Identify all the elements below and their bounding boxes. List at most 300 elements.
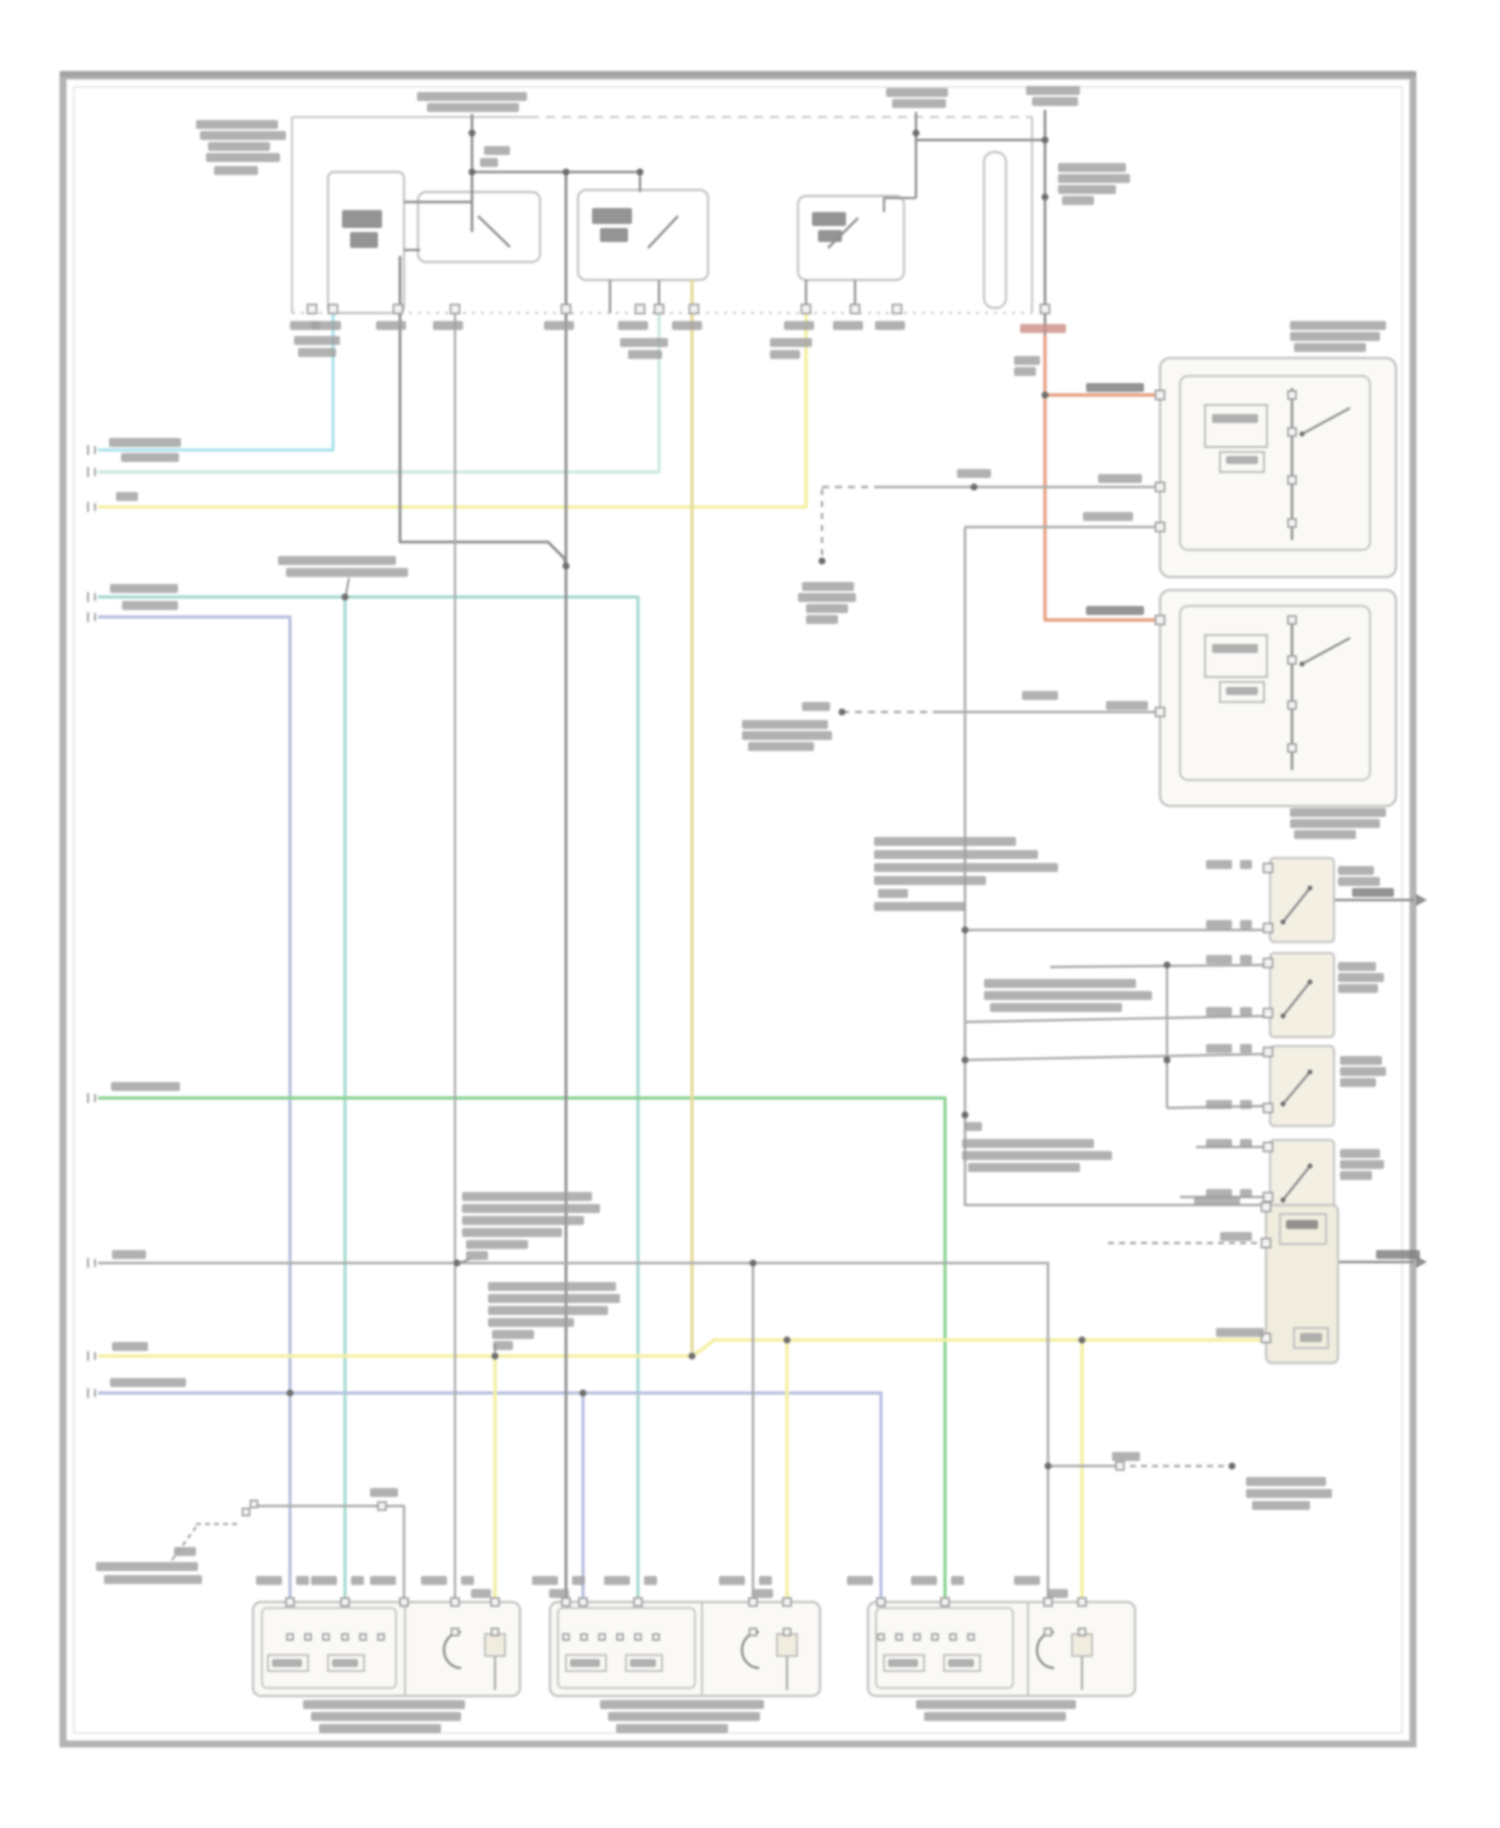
connector-feed-label	[1194, 1196, 1240, 1205]
junction-dot	[962, 927, 969, 934]
actuator-1-pin	[1156, 523, 1165, 532]
lock-switch-3	[1270, 1046, 1334, 1126]
label-blob	[770, 338, 812, 347]
junction-dot	[1079, 1337, 1086, 1344]
label-blob	[1086, 383, 1144, 392]
label-blob	[1226, 456, 1258, 464]
switch-4-label	[1340, 1149, 1380, 1158]
assembly-left-top-pin	[341, 1598, 349, 1606]
label-blob	[1014, 367, 1036, 376]
label-blob	[886, 88, 948, 97]
switch-cluster-label-3	[968, 1163, 1080, 1172]
junction-dot	[580, 1390, 587, 1397]
switch-2-label	[1338, 984, 1378, 993]
assembly-pin-label	[753, 1589, 773, 1598]
splice-1466-label	[1246, 1477, 1326, 1486]
relay-c-switch	[648, 216, 678, 248]
actuator-1-bus-pin	[1288, 428, 1296, 436]
junction-dot	[819, 558, 826, 565]
assembly-right-lock-rect	[1072, 1634, 1092, 1656]
actuator-2-label	[1290, 808, 1386, 817]
assembly-pin-label	[1014, 1576, 1040, 1585]
lock-switch-2	[1270, 953, 1334, 1037]
junction-dot	[287, 1390, 294, 1397]
assembly-left-lock-rect	[485, 1634, 505, 1656]
switch-pin-label	[1240, 920, 1252, 929]
lock-switch-pin	[1264, 864, 1273, 873]
junction-dot	[1164, 1057, 1171, 1064]
actuator-2-bus-pin	[1288, 744, 1296, 752]
junction-dot	[689, 1353, 696, 1360]
assembly-center-top-pin	[783, 1598, 791, 1606]
cyan-wire	[98, 309, 333, 450]
switch-line-1022	[965, 1016, 1266, 1022]
assembly-left-caption	[311, 1712, 461, 1721]
assembly-left-motor-pin	[452, 1629, 459, 1636]
relay-d-glyph	[812, 212, 846, 226]
page-border-inner	[74, 87, 1402, 1733]
assembly-center-lock-rect	[777, 1634, 797, 1656]
label-blob	[1058, 163, 1126, 172]
actuator-2-label	[1290, 819, 1380, 828]
left-connector-tick	[88, 1388, 95, 1398]
switch-pin-label	[1240, 1007, 1252, 1016]
switch-4-label	[1340, 1160, 1384, 1169]
switch-pin-label	[1206, 1044, 1232, 1053]
switch-contact-dot	[1281, 920, 1286, 925]
junction-dot	[1229, 1463, 1236, 1470]
assembly-pin-label	[461, 1576, 474, 1585]
door-lock-actuator-1-outer	[1160, 358, 1396, 577]
assembly-pin-label	[421, 1576, 447, 1585]
left-connector-tick	[88, 467, 95, 477]
actuator-2-bus-pin	[1288, 616, 1296, 624]
label-blob	[417, 92, 527, 101]
label-blob	[628, 350, 662, 359]
label-blob	[1226, 687, 1258, 695]
label-blob	[948, 1659, 974, 1667]
green-wire	[98, 1098, 945, 1632]
callout-leader	[346, 578, 349, 594]
rear-connector-pin	[1262, 1239, 1271, 1248]
label-blob	[1020, 324, 1066, 333]
label-blob	[433, 321, 463, 330]
switch-cluster-label	[874, 902, 966, 911]
actuator-2-pin	[1156, 616, 1165, 625]
switch-contact-dot	[1281, 1014, 1286, 1019]
label-blob	[570, 1659, 600, 1667]
label-blob	[298, 348, 336, 357]
actuator-2-bus-pin	[1288, 656, 1296, 664]
luggage-label	[104, 1575, 202, 1584]
actuator-1-label	[1290, 321, 1386, 330]
assembly-left-inner-pin	[323, 1634, 329, 1640]
ground-label	[798, 593, 856, 602]
assembly-pin-label	[911, 1576, 937, 1585]
callout-2-label	[462, 1228, 562, 1237]
ground-label	[806, 615, 838, 624]
wire-label	[112, 1342, 148, 1351]
label-blob	[208, 142, 270, 151]
switch-contact-dot	[1281, 1198, 1286, 1203]
switch-1-label	[1338, 877, 1380, 886]
actuator-1-pin	[1156, 391, 1165, 400]
assembly-left-inner-pin	[342, 1634, 348, 1640]
junction-dot	[1042, 194, 1049, 201]
assembly-right-caption	[916, 1700, 1076, 1709]
switch-cluster-label	[874, 876, 986, 885]
label-blob	[311, 321, 341, 330]
assembly-center-top-pin	[634, 1598, 642, 1606]
actuator-1-bus-pin	[1288, 391, 1296, 399]
junction-dot	[342, 594, 349, 601]
assembly-left-caption	[319, 1724, 441, 1733]
assembly-right-inner-pin	[932, 1634, 938, 1640]
luggage-connector-pin	[251, 1501, 258, 1508]
junction-dot	[971, 484, 978, 491]
label-blob	[1212, 414, 1258, 423]
connector-yellow-label	[1216, 1328, 1264, 1337]
switch-cluster-label	[874, 863, 1058, 872]
assembly-right-top-pin	[1044, 1598, 1052, 1606]
callout-3-label	[488, 1282, 616, 1291]
switch-2-label	[1338, 973, 1384, 982]
callout-3-label	[488, 1306, 608, 1315]
callout-3-label	[488, 1294, 620, 1303]
switch-cluster-label	[878, 889, 908, 898]
assembly-right-inner-pin	[914, 1634, 920, 1640]
connector-row-pin	[562, 305, 571, 314]
yellow-wire-upper	[98, 309, 806, 507]
switch-pin-label	[1240, 955, 1252, 964]
switch-pin-label	[1206, 955, 1232, 964]
junction-dot	[637, 169, 644, 176]
mint-wire	[98, 309, 659, 472]
ground-label	[806, 604, 848, 613]
switch-pin-label	[1206, 920, 1232, 929]
assembly-pin-label	[759, 1576, 772, 1585]
assembly-left-caption	[303, 1700, 465, 1709]
assembly-pin-label	[471, 1589, 491, 1598]
relay-a-glyph	[350, 232, 378, 248]
assembly-center-inner-pin	[653, 1634, 659, 1640]
relay-d-feed	[884, 198, 916, 212]
page-exit-label-lower	[1376, 1250, 1420, 1259]
left-connector-tick	[88, 1258, 95, 1268]
callout-2-label	[462, 1192, 592, 1201]
assembly-left-inner-pin	[305, 1634, 311, 1640]
label-blob	[1083, 512, 1133, 521]
switch-cluster-label-3	[962, 1139, 1094, 1148]
label-blob	[770, 350, 800, 359]
assembly-pin-label	[951, 1576, 964, 1585]
assembly-center-caption	[616, 1724, 728, 1733]
junction-dot	[962, 1057, 969, 1064]
wire-label	[116, 492, 138, 501]
actuator-1-bus-pin	[1288, 519, 1296, 527]
switch-contact-dot	[1308, 886, 1313, 891]
connector-row-pin	[690, 305, 699, 314]
splice-label	[742, 720, 828, 729]
assembly-pin-label	[370, 1576, 396, 1585]
assembly-right-caption	[924, 1712, 1066, 1721]
relay-c-glyph	[592, 208, 632, 224]
assembly-right-inner-pin	[878, 1634, 884, 1640]
label-blob	[618, 321, 648, 330]
label-blob	[480, 158, 498, 167]
assembly-right-top-pin	[941, 1598, 949, 1606]
label-blob	[294, 336, 340, 345]
assembly-pin-label	[549, 1589, 569, 1598]
connector-row-pin	[893, 305, 902, 314]
switch-cluster-label-3	[964, 1122, 982, 1131]
junction-dot	[1164, 962, 1171, 969]
switch-line-1060	[965, 1054, 1266, 1060]
left-connector-tick	[88, 612, 95, 622]
junction-dot	[784, 1337, 791, 1344]
assembly-pin-label	[847, 1576, 873, 1585]
assembly-center-inner-pin	[581, 1634, 587, 1640]
switch-pin-label	[1240, 860, 1252, 869]
actuator-2-label	[1294, 830, 1356, 839]
label-blob	[544, 321, 574, 330]
connector-row-pin	[394, 305, 403, 314]
connector-row-pin	[308, 305, 317, 314]
assembly-pin-label	[311, 1576, 337, 1585]
assembly-pin-label	[604, 1576, 630, 1585]
label-blob	[957, 469, 991, 478]
label-blob	[1286, 1220, 1318, 1229]
switch-contact-dot	[1300, 432, 1305, 437]
yellow-wire-lower	[98, 1340, 1264, 1356]
lock-switch-pin	[1264, 924, 1273, 933]
switch-pin-label	[1240, 1100, 1252, 1109]
assembly-center-inner-pin	[617, 1634, 623, 1640]
assembly-center-top-pin	[579, 1598, 587, 1606]
label-blob	[875, 321, 905, 330]
actuator-2-bus-pin	[1288, 701, 1296, 709]
label-blob	[1026, 86, 1080, 95]
callout-2-label	[466, 1240, 528, 1249]
label-blob	[214, 166, 258, 175]
wire-label	[110, 584, 178, 593]
actuator-1-label	[1290, 332, 1380, 341]
lock-switch-pin	[1264, 959, 1273, 968]
callout-3-label	[488, 1318, 574, 1327]
luggage-label	[96, 1562, 198, 1571]
label-blob	[1086, 606, 1144, 615]
assembly-right-inner-pin	[950, 1634, 956, 1640]
connector-row-pin	[1041, 305, 1050, 314]
ground-label	[802, 582, 854, 591]
label-blob	[672, 321, 702, 330]
assembly-left-inner-pin	[287, 1634, 293, 1640]
switch-line-967	[1050, 965, 1266, 967]
lock-switch-pin	[1264, 1009, 1273, 1018]
label-blob	[1022, 691, 1058, 700]
switch-pin-label	[1240, 1139, 1252, 1148]
assembly-center-caption	[608, 1712, 760, 1721]
assembly-pin-label	[644, 1576, 657, 1585]
label-blob	[1032, 97, 1078, 106]
assembly-pin-label	[296, 1576, 309, 1585]
wire-label	[111, 1082, 180, 1091]
splice-label	[742, 731, 832, 740]
label-blob	[1098, 474, 1142, 483]
callout-2-label	[462, 1204, 600, 1213]
left-connector-tick	[88, 445, 95, 455]
junction-dot	[563, 563, 570, 570]
door-assembly-right-outer	[868, 1602, 1135, 1696]
label-blob	[200, 131, 286, 140]
assembly-center-inner-pin	[563, 1634, 569, 1640]
wire-label	[121, 453, 179, 462]
junction-dot	[839, 709, 846, 716]
assembly-pin-label	[572, 1576, 585, 1585]
label-blob	[332, 1659, 358, 1667]
callout-2-label	[462, 1216, 584, 1225]
dark-gray-jog	[400, 256, 566, 566]
callout-label	[286, 568, 408, 577]
assembly-pin-label	[256, 1576, 282, 1585]
connector-dash-label	[1220, 1232, 1252, 1241]
connector-row-pin	[329, 305, 338, 314]
wire-label	[110, 1378, 186, 1387]
label-blob	[630, 1659, 656, 1667]
label-blob	[802, 702, 830, 711]
actuator-1-label	[1294, 343, 1366, 352]
wire-label	[122, 601, 178, 610]
assembly-left-top-pin	[286, 1598, 294, 1606]
assembly-center-top-pin	[749, 1598, 757, 1606]
label-blob	[427, 103, 519, 112]
connector-row-pin	[802, 305, 811, 314]
rear-connector-pin	[1262, 1203, 1271, 1212]
assembly-left-top-pin	[451, 1598, 459, 1606]
label-blob	[620, 338, 668, 347]
lock-switch-pin	[1264, 1143, 1273, 1152]
luggage-connector-pin	[378, 1502, 386, 1510]
callout-3-label	[493, 1341, 513, 1350]
label-blob	[1014, 356, 1040, 365]
wire-label	[109, 438, 181, 447]
left-connector-tick	[88, 502, 95, 512]
switch-contact-dot	[1308, 1070, 1313, 1075]
junction-dot	[469, 130, 476, 137]
switch-cluster-label-2	[984, 991, 1152, 1000]
junction-dot	[962, 1112, 969, 1119]
assembly-right-inner-pin	[968, 1634, 974, 1640]
label-blob	[196, 120, 278, 129]
wire-label	[112, 1250, 146, 1259]
blue-wire-upper	[98, 617, 290, 1393]
label-blob	[784, 321, 814, 330]
switch-contact-dot	[1300, 662, 1305, 667]
label-blob	[1212, 644, 1258, 653]
assembly-left-inner-pin	[360, 1634, 366, 1640]
splice-label	[748, 742, 814, 751]
junction-dot	[1042, 137, 1049, 144]
teal-wire	[98, 597, 638, 1632]
relay-box-d	[798, 196, 904, 280]
assembly-right-top-pin	[1078, 1598, 1086, 1606]
switch-contact-dot	[1281, 1102, 1286, 1107]
left-connector-tick	[88, 1093, 95, 1103]
switch-cluster-label	[874, 850, 1038, 859]
switch-pin-label	[1240, 1044, 1252, 1053]
callout-3-label	[492, 1330, 534, 1339]
splice-1466-label	[1246, 1489, 1332, 1498]
connector-row-pin	[636, 305, 645, 314]
switch-4-label	[1340, 1171, 1372, 1180]
assembly-right-motor-pin	[1079, 1629, 1086, 1636]
assembly-center-motor-pin	[784, 1629, 791, 1636]
label-blob	[376, 321, 406, 330]
splice-pin	[1116, 1462, 1124, 1470]
label-blob	[1300, 1333, 1322, 1342]
callout-label	[278, 556, 396, 565]
relay-c-glyph	[600, 228, 628, 242]
switch-contact-dot	[1308, 1164, 1313, 1169]
switch-cluster-label	[874, 837, 1016, 846]
connector-row-pin	[851, 305, 860, 314]
actuator-1-bus-pin	[1288, 476, 1296, 484]
switch-cluster-label-3	[962, 1151, 1112, 1160]
switch-pin-label	[1206, 1139, 1232, 1148]
junction-dot	[1045, 1463, 1052, 1470]
switch-cluster-label-2	[990, 1003, 1122, 1012]
assembly-left-top-pin	[400, 1598, 408, 1606]
assembly-left-top-pin	[491, 1598, 499, 1606]
junction-dot	[913, 130, 920, 137]
switch-pin-label	[1206, 860, 1232, 869]
assembly-pin-label	[351, 1576, 364, 1585]
lock-switch-pin	[1264, 1048, 1273, 1057]
connector-row-pin	[655, 305, 664, 314]
luggage-connector-pin	[243, 1509, 250, 1516]
assembly-pin-label	[532, 1576, 558, 1585]
label-blob	[1106, 701, 1148, 710]
assembly-pin-label	[719, 1576, 745, 1585]
junction-dot	[750, 1260, 757, 1267]
lock-switch-pin	[1264, 1104, 1273, 1113]
assembly-center-inner-pin	[599, 1634, 605, 1640]
assembly-right-motor-pin	[1045, 1629, 1052, 1636]
relay-a-glyph	[342, 210, 382, 228]
door-lock-actuator-2-outer	[1160, 590, 1396, 806]
assembly-center-top-pin	[562, 1598, 570, 1606]
label-blob	[1058, 185, 1116, 194]
switch-3-label	[1340, 1056, 1382, 1065]
switch-1-label	[1338, 866, 1374, 875]
switch-pin-label	[1240, 1189, 1252, 1198]
relay-box-c	[578, 190, 708, 280]
assembly-center-inner-pin	[635, 1634, 641, 1640]
switch-pin-label	[1206, 1100, 1232, 1109]
page-border	[63, 76, 1413, 1744]
splice-1466-pin-label	[1112, 1452, 1140, 1461]
junction-dot	[563, 169, 570, 176]
switch-3-label	[1340, 1067, 1386, 1076]
assembly-right-inner-pin	[896, 1634, 902, 1640]
fuse-strip-box	[984, 152, 1006, 308]
assembly-pin-label	[1048, 1589, 1068, 1598]
page-exit-arrow-upper	[1416, 894, 1427, 906]
actuator-1-pin	[1156, 483, 1165, 492]
label-blob	[1062, 196, 1094, 205]
left-connector-tick	[88, 1351, 95, 1361]
label-blob	[892, 99, 946, 108]
